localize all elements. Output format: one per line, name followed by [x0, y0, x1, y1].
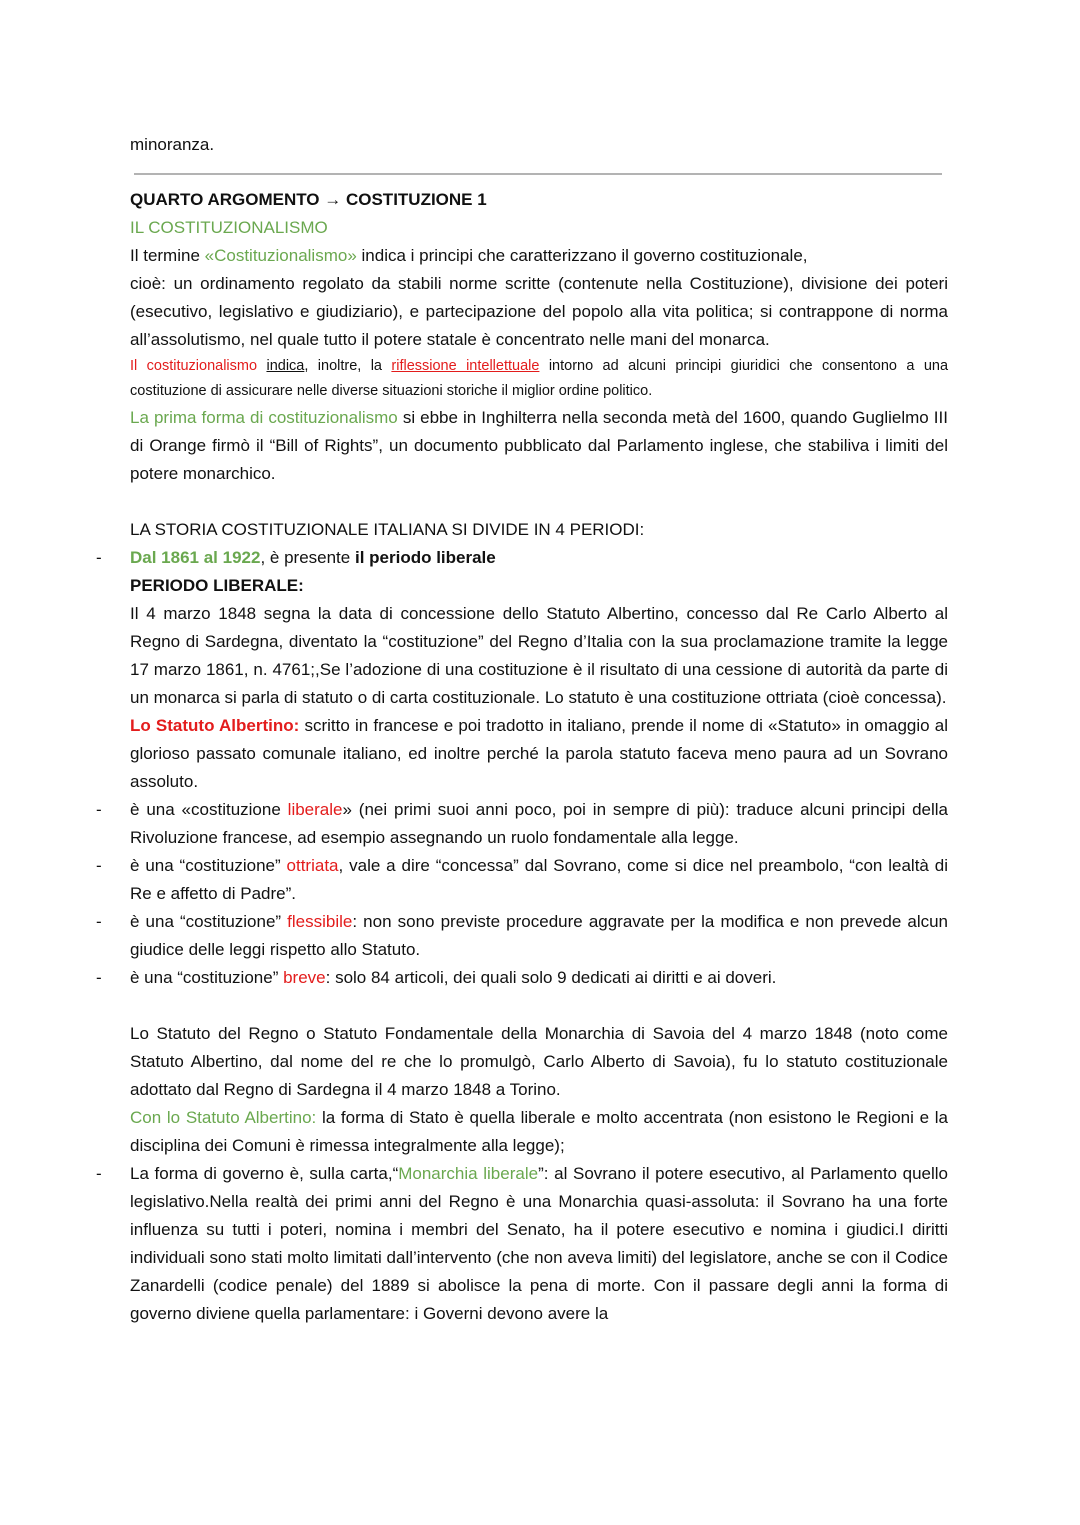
paragraph-prima-forma: La prima forma di costituzionalismo si ebbe in Inghilterra nella seconda metà del 1600, quando Guglielmo III di Orange firmò il “Bill of Rights”, un documento pubblicato dal Parlamento inglese, che stabiliva i limiti del potere monarchico. [130, 408, 948, 483]
period-item-1: - Dal 1861 al 1922, è presente il periodo liberale [96, 548, 496, 567]
bullet-liberale: - è una «costituzione liberale» (nei primi suoi anni poco, poi in sempre di più): traduce alcuni principi della Rivoluzione francese, ad esempio assegnando un ruolo fondamentale alla legge. [96, 800, 949, 847]
liberal-period-title: PERIODO LIBERALE: [130, 576, 304, 595]
periods-title: LA STORIA COSTITUZIONALE ITALIANA SI DIVIDE IN 4 PERIODI: [130, 520, 645, 539]
bullet-breve: - è una “costituzione” breve: solo 84 articoli, dei quali solo 9 dedicati ai diritti e ai doveri. [96, 968, 777, 987]
bullet-flessibile: - è una “costituzione” flessibile: non sono previste procedure aggravate per la modifica e non prevede alcun giudice delle leggi rispetto allo Statuto. [96, 912, 948, 959]
paragraph-costituzionalismo: Il termine «Costituzionalismo» indica i principi che caratterizzano il governo costituzionale, cioè: un ordinamento regolato da stabili norme scritte (contenute nella Costituzione), divisione dei poteri (esecutivo, legislativo e giudiziario), e partecipazione del popolo alla vita politica; si contrappone di norma all’assolutismo, nel quale tutto il potere statale è concentrato nelle mani del monarca. [130, 246, 948, 349]
intro-end-text: minoranza. [130, 135, 215, 154]
paragraph-statuto-regno: Lo Statuto del Regno o Statuto Fondamentale della Monarchia di Savoia del 4 marzo 1848 (noto come Statuto Albertino, dal nome del re che lo promulgò, Carlo Alberto di Savoia), fu lo statuto costituzionale adottato dal Regno di Sardegna il 4 marzo 1848 a Torino. [130, 1024, 948, 1099]
paragraph-statuto-concessione: Il 4 marzo 1848 segna la data di concessione dello Statuto Albertino, concesso dal Re Carlo Alberto al Regno di Sardegna, diventato la “costituzione” del Regno d’Italia con la sua proclamazione tramite la legge 17 marzo 1861, n. 4761;,Se l’adozione di una costituzione è il risultato di una cessione di autorità da parte di un monarca si parla di statuto o di carta costituzionale. Lo statuto è una costituzione ottriata (cioè concessa). [130, 604, 948, 707]
section-subheading: IL COSTITUZIONALISMO [130, 218, 328, 237]
paragraph-forma-stato: Con lo Statuto Albertino: la forma di Stato è quella liberale e molto accentrata (non esistono le Regioni e la disciplina dei Comuni è rimessa integralmente alla legge); [130, 1108, 948, 1155]
bullet-ottriata: - è una “costituzione” ottriata, vale a dire “concessa” dal Sovrano, come si dice nel preambolo, “con lealtà di Re e affetto di Padre”. [96, 856, 948, 903]
document-page [96, 131, 949, 1328]
paragraph-riflessione: Il costituzionalismo indica, inoltre, la riflessione intellettuale intorno ad alcuni principi giuridici che consentono a una costituzione di assicurare nelle diverse situazioni storiche il miglior ordine politico. [130, 358, 949, 399]
section-heading: QUARTO ARGOMENTO → COSTITUZIONE 1 [130, 190, 487, 209]
paragraph-statuto-albertino: Lo Statuto Albertino: scritto in francese e poi tradotto in italiano, prende il nome di «Statuto» in omaggio al glorioso passato comunale italiano, ed inoltre perché la parola statuto faceva meno paura ad un Sovrano assoluto. [130, 716, 948, 791]
bullet-forma-governo: - La forma di governo è, sulla carta,“Monarchia liberale”: al Sovrano il potere esecutivo, al Parlamento quello legislativo.Nella realtà dei primi anni del Regno è una Monarchia quasi-assoluta: il Sovrano ha una forte influenza su tutti i poteri, nomina i membri del Senato, ha il potere esecutivo e nomina i giudici.I diritti individuali sono stati molto limitati dall’intervento (che non aveva limiti) del legislatore, anche se con il Codice Zanardelli (codice penale) del 1889 si abolisce la pena di morte. Con il passare degli anni la forma di governo diviene quella parlamentare: i Governi devono avere la [96, 1164, 949, 1323]
